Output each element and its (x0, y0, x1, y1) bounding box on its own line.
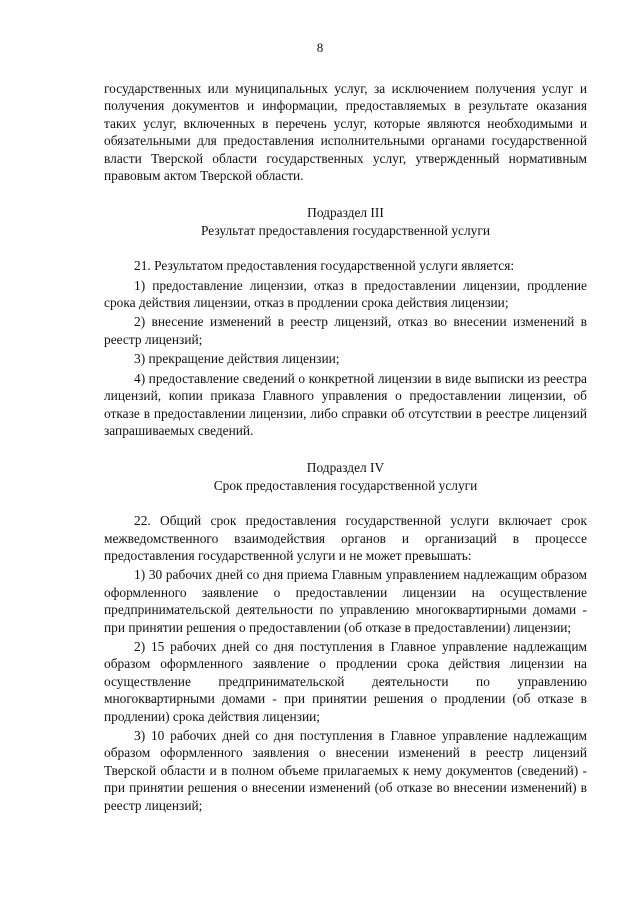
section-4-item-1: 1) 30 рабочих дней со дня приема Главным управлением надлежащим образом оформленного заявление о предоставлении лицензии на осуществление предпринимательской деятельности по управлению многоквартирными домами - при принятии решения о предоставлении (об отказе в предоставлении) лицензии; (104, 567, 587, 635)
section-3-item-2: 2) внесение изменений в реестр лицензий, отказ во внесении изменений в реестр лицензий; (104, 314, 587, 347)
section-3-item-3: 3) прекращение действия лицензии; (134, 351, 340, 367)
section-3-item-1: 1) предоставление лицензии, отказ в предоставлении лицензии, продление срока действия лицензии, отказ в продлении срока действия лицензии; (104, 277, 587, 311)
paragraph-22: 22. Общий срок предоставления государственной услуги включает срок межведомственного взаимодействия органов и организаций в процессе предоставления государственной услуги и не может превышать: (104, 513, 587, 563)
paragraph-21: 21. Результатом предоставления государственной услуги является: (134, 258, 515, 274)
section-3-subtitle: Результат предоставления государственной услуги (200, 222, 491, 238)
section-3-title: Подраздел III (307, 205, 384, 221)
section-3-item-4: 4) предоставление сведений о конкретной лицензии в виде выписки из реестра лицензий, копии приказа Главного управления о предоставлении лицензии, об отказе в предоставлении лицензии, либо справки об отсутствии в реестре лицензий запрашиваемых сведений. (104, 370, 587, 438)
page-number: 8 (316, 40, 324, 55)
document-body (104, 80, 587, 814)
section-4-title: Подраздел IV (306, 460, 385, 476)
section-4-subtitle: Срок предоставления государственной услуги (213, 477, 478, 493)
section-4-item-2: 2) 15 рабочих дней со дня поступления в Главное управление надлежащим образом оформленного заявление о продлении срока действия лицензии на осуществление предпринимательской деятельности по управлению многоквартирными домами - при принятии решения о продлении (об отказе в продлении) срока действия лицензии; (104, 638, 587, 724)
intro-paragraph: государственных или муниципальных услуг, за исключением получения услуг и получения документов и информации, предоставляемых в результате оказания таких услуг, включенных в перечень услуг, которые являются необходимыми и обязательными для предоставления исполнительными органами государственной власти Тверской области государственных услуг, утвержденный нормативным правовым актом Тверской области. (104, 81, 587, 184)
section-4-item-3: 3) 10 рабочих дней со дня поступления в Главное управление надлежащим образом оформленного заявления о внесении изменений в реестр лицензий Тверской области и в полном объеме прилагаемых к нему документов (сведений) - при принятии решения о внесении изменений (об отказе во внесении изменений) в реестр лицензий; (104, 728, 587, 813)
